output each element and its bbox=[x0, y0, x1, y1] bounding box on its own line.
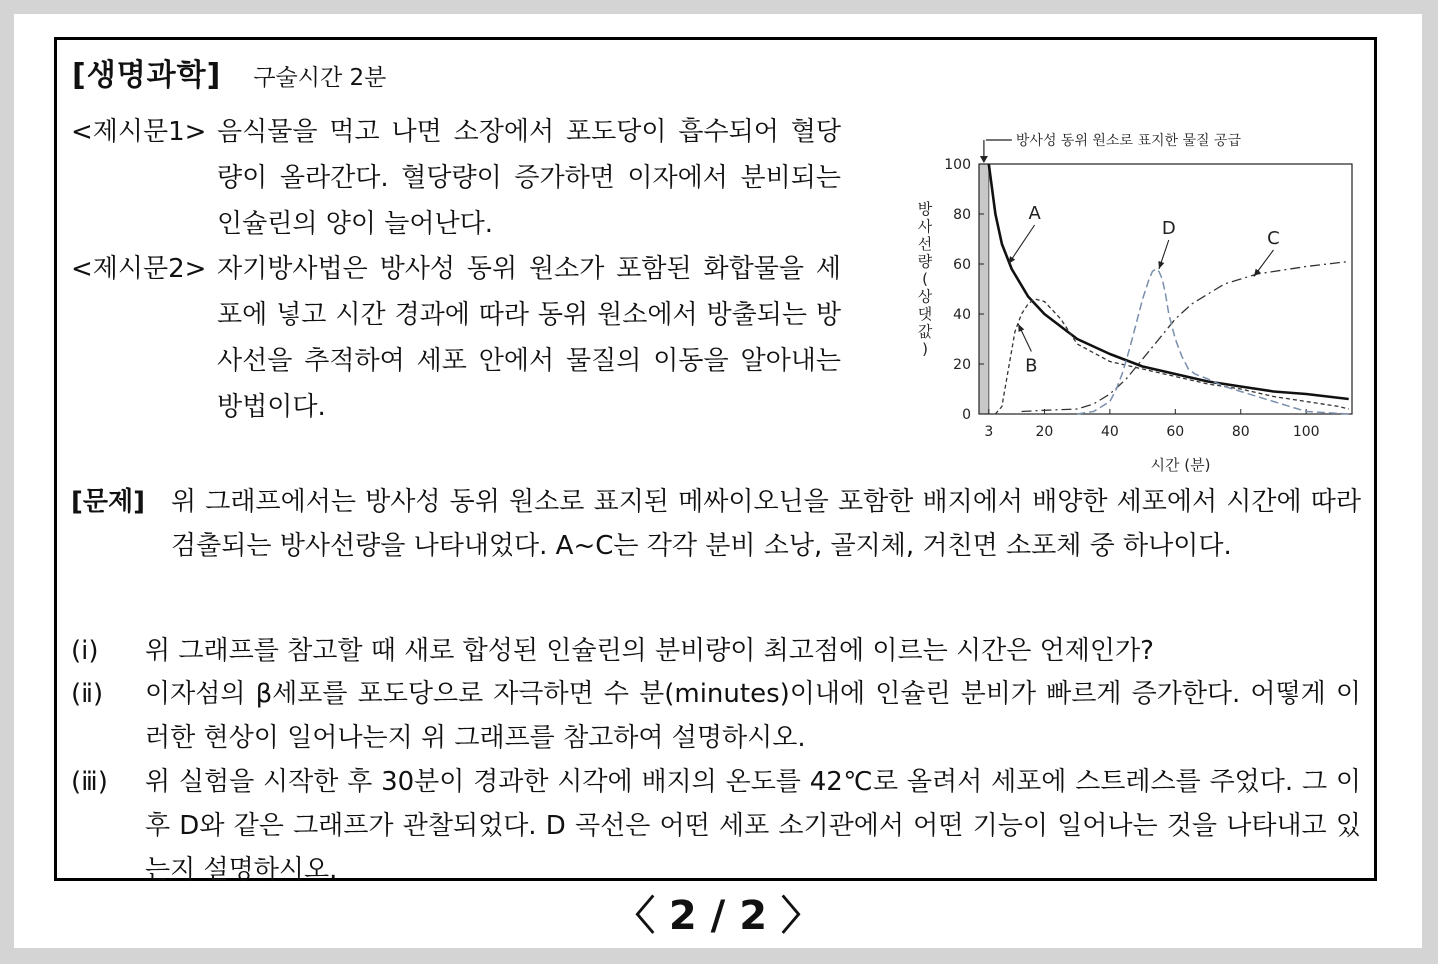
curve-label-B: B bbox=[1025, 355, 1038, 377]
title-arrow-head bbox=[980, 156, 988, 163]
y-tick-label: 100 bbox=[944, 157, 971, 173]
passage-2-label: <제시문2> bbox=[71, 254, 207, 284]
time-limit: 구술시간 2분 bbox=[253, 65, 387, 91]
exam-page bbox=[14, 14, 1422, 948]
page-indicator: 〈 2 / 2 〉 bbox=[615, 893, 821, 939]
x-tick-label: 60 bbox=[1166, 424, 1185, 440]
question bbox=[71, 480, 1361, 568]
radioactivity-chart bbox=[847, 114, 1367, 474]
curve-label-D: D bbox=[1161, 218, 1176, 239]
subquestion-1-label: (ⅰ) bbox=[71, 636, 99, 666]
subject-title: [생명과학] bbox=[72, 58, 222, 93]
chart-title: 방사성 동위 원소로 표지한 물질 공급 bbox=[1015, 133, 1242, 149]
question-label: [문제] bbox=[71, 487, 145, 517]
curve-label-C: C bbox=[1267, 228, 1280, 249]
y-tick-label: 80 bbox=[953, 207, 971, 223]
y-tick-label: 40 bbox=[953, 307, 971, 323]
series-line-D bbox=[1077, 269, 1349, 414]
x-tick-label: 3 bbox=[984, 424, 994, 440]
subquestion-1-text: 위 그래프를 참고할 때 새로 합성된 인슐린의 분비량이 최고점에 이르는 시간은 언제인가? bbox=[145, 636, 1154, 666]
question-text: 위 그래프에서는 방사성 동위 원소로 표지된 메싸이오닌을 포함한 배지에서 배양한 세포에서 시간에 따라 검출되는 방사선량을 나타내었다. A~C는 각각 분비 소낭, 골지체, 거친면 소포체 중 하나이다. bbox=[171, 487, 1361, 561]
subquestion-2 bbox=[71, 672, 1361, 760]
x-tick-label: 80 bbox=[1231, 424, 1250, 440]
question-box bbox=[54, 37, 1377, 885]
curve-label-arrowhead-A bbox=[1008, 256, 1015, 264]
series-line-A bbox=[989, 164, 1349, 399]
x-tick-label: 40 bbox=[1100, 424, 1119, 440]
y-tick-label: 0 bbox=[962, 407, 971, 423]
header bbox=[72, 50, 386, 94]
series-line-C bbox=[1022, 262, 1349, 412]
curve-label-arrowhead-C bbox=[1254, 269, 1261, 277]
y-tick-label: 20 bbox=[953, 357, 971, 373]
subquestion-3-label: (ⅲ) bbox=[71, 767, 108, 797]
passage-1-text: 음식물을 먹고 나면 소장에서 포도당이 흡수되어 혈당량이 올라간다. 혈당량이 증가하면 이자에서 분비되는 인슐린의 양이 늘어난다. bbox=[217, 117, 841, 239]
subquestion-2-label: (ⅱ) bbox=[71, 679, 104, 709]
passage-1-label: <제시문1> bbox=[71, 117, 207, 147]
y-axis-label: 방 사 선 량 ( 상 댓 값 ) bbox=[917, 200, 933, 358]
passage-2 bbox=[71, 246, 841, 430]
curve-label-A: A bbox=[1028, 203, 1041, 224]
supply-window-bar bbox=[979, 164, 989, 414]
subquestion-1 bbox=[71, 629, 1361, 673]
subquestion-2-text: 이자섬의 β세포를 포도당으로 자극하면 수 분(minutes)이내에 인슐린 분비가 빠르게 증가한다. 어떻게 이러한 현상이 일어나는지 위 그래프를 참고하여 설명하시오. bbox=[145, 679, 1361, 753]
y-tick-label: 60 bbox=[953, 257, 971, 273]
plot-frame bbox=[979, 164, 1352, 414]
passage-2-text: 자기방사법은 방사성 동위 원소가 포함된 화합물을 세포에 넣고 시간 경과에 따라 동위 원소에서 방출되는 방사선을 추적하여 세포 안에서 물질의 이동을 알아내는 방법이다. bbox=[217, 254, 841, 422]
curve-label-arrowhead-D bbox=[1158, 261, 1164, 269]
x-tick-label: 100 bbox=[1292, 424, 1320, 440]
subquestion-3 bbox=[71, 760, 1361, 892]
passage-1 bbox=[71, 109, 841, 247]
x-axis-label: 시간 (분) bbox=[1150, 456, 1211, 474]
x-tick-label: 20 bbox=[1035, 424, 1054, 440]
subquestion-3-text: 위 실험을 시작한 후 30분이 경과한 시각에 배지의 온도를 42℃로 올려서 세포에 스트레스를 주었다. 그 이후 D와 같은 그래프가 관찰되었다. D 곡선은 어떤 세포 소기관에서 어떤 기능이 일어나는 것을 나타내고 있는지 설명하시오. bbox=[145, 767, 1361, 885]
